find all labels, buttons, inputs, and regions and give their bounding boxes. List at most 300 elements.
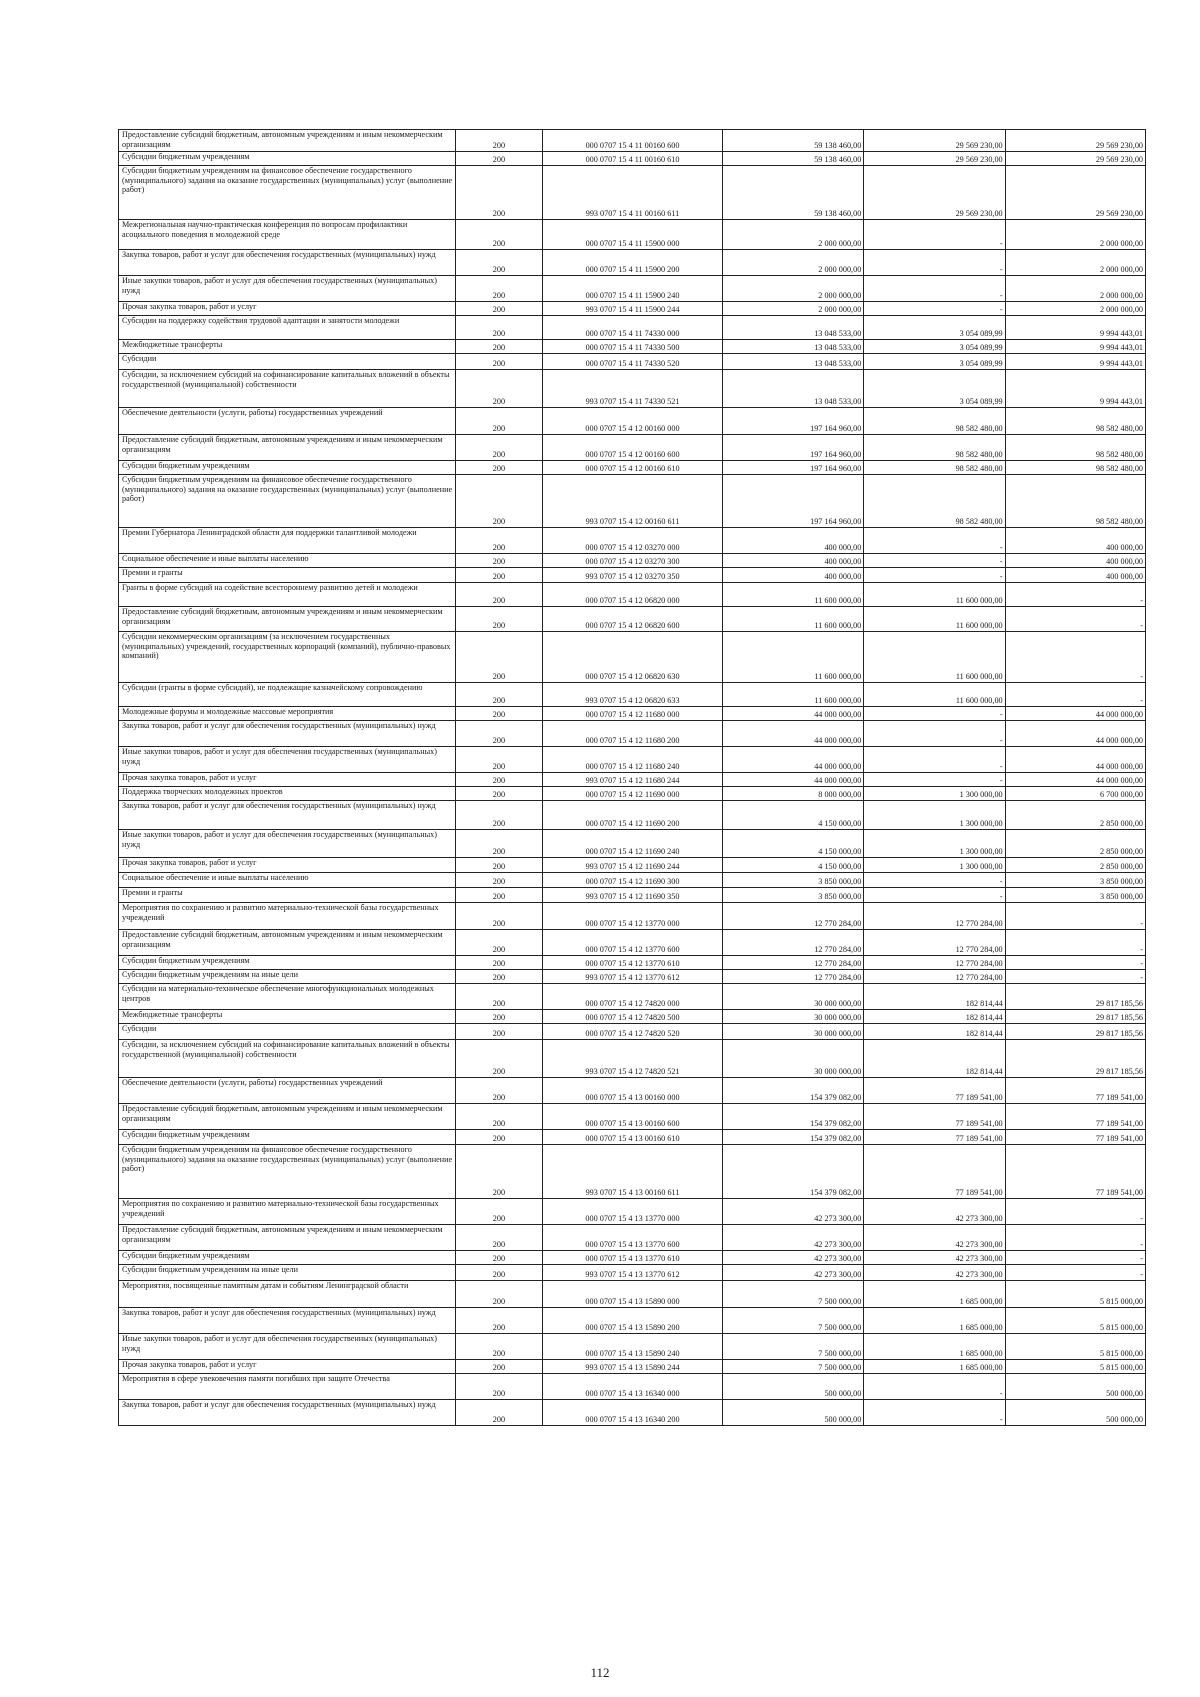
row-executed: 98 582 480,00 xyxy=(864,475,1005,528)
table-row xyxy=(119,316,1146,340)
row-code: 200 xyxy=(455,873,542,888)
row-approved: 7 500 000,00 xyxy=(722,1334,863,1360)
row-classification: 000 0707 15 4 12 11690 240 xyxy=(543,830,723,858)
row-classification: 000 0707 15 4 12 03270 300 xyxy=(543,554,723,568)
row-unexecuted: 29 817 185,56 xyxy=(1005,1040,1145,1078)
row-unexecuted: 3 850 000,00 xyxy=(1005,873,1145,888)
table-row xyxy=(119,568,1146,583)
row-approved: 8 000 000,00 xyxy=(722,787,863,801)
row-executed: 1 300 000,00 xyxy=(864,830,1005,858)
row-executed: 98 582 480,00 xyxy=(864,435,1005,461)
row-classification: 000 0707 15 4 13 13770 000 xyxy=(543,1199,723,1225)
row-code: 200 xyxy=(455,683,542,707)
row-name: Субсидии бюджетным учреждениям на иные цели xyxy=(119,970,456,984)
row-executed: - xyxy=(864,302,1005,316)
row-code: 200 xyxy=(455,930,542,956)
row-executed: 1 300 000,00 xyxy=(864,858,1005,873)
table-row xyxy=(119,1334,1146,1360)
table-row xyxy=(119,152,1146,166)
row-name: Субсидии xyxy=(119,1024,456,1040)
table-row xyxy=(119,1400,1146,1426)
row-classification: 000 0707 15 4 12 06820 000 xyxy=(543,583,723,607)
row-executed: - xyxy=(864,528,1005,554)
row-name: Иные закупки товаров, работ и услуг для обеспечения государственных (муниципальных) нужд xyxy=(119,830,456,858)
table-row xyxy=(119,1251,1146,1265)
row-approved: 154 379 082,00 xyxy=(722,1104,863,1130)
row-unexecuted: 2 000 000,00 xyxy=(1005,302,1145,316)
row-code: 200 xyxy=(455,970,542,984)
row-unexecuted: 5 815 000,00 xyxy=(1005,1334,1145,1360)
table-row xyxy=(119,340,1146,354)
row-approved: 400 000,00 xyxy=(722,528,863,554)
row-code: 200 xyxy=(455,1374,542,1400)
row-executed: - xyxy=(864,250,1005,276)
row-classification: 000 0707 15 4 11 00160 610 xyxy=(543,152,723,166)
row-name: Мероприятия по сохранению и развитию материально-технической базы государственных учреждений xyxy=(119,1199,456,1225)
row-classification: 000 0707 15 4 12 11680 240 xyxy=(543,747,723,773)
row-code: 200 xyxy=(455,554,542,568)
row-name: Субсидии бюджетным учреждениям xyxy=(119,956,456,970)
row-executed: 42 273 300,00 xyxy=(864,1199,1005,1225)
row-executed: 3 054 089,99 xyxy=(864,316,1005,340)
row-approved: 59 138 460,00 xyxy=(722,152,863,166)
row-approved: 42 273 300,00 xyxy=(722,1265,863,1281)
row-classification: 000 0707 15 4 11 74330 500 xyxy=(543,340,723,354)
row-name: Закупка товаров, работ и услуг для обеспечения государственных (муниципальных) нужд xyxy=(119,801,456,830)
row-approved: 500 000,00 xyxy=(722,1400,863,1426)
row-executed: 12 770 284,00 xyxy=(864,903,1005,930)
row-name: Субсидии бюджетным учреждениям на финансовое обеспечение государственного (муниципального) задания на оказание государственных (муниципальных) услуг (выполнение работ) xyxy=(119,475,456,528)
row-executed: 98 582 480,00 xyxy=(864,408,1005,435)
row-classification: 000 0707 15 4 11 74330 000 xyxy=(543,316,723,340)
row-classification: 000 0707 15 4 12 74820 000 xyxy=(543,984,723,1010)
table-row xyxy=(119,302,1146,316)
row-executed: 42 273 300,00 xyxy=(864,1251,1005,1265)
table-row xyxy=(119,830,1146,858)
table-row xyxy=(119,1040,1146,1078)
table-row xyxy=(119,721,1146,747)
row-classification: 000 0707 15 4 12 11690 200 xyxy=(543,801,723,830)
row-executed: - xyxy=(864,554,1005,568)
row-name: Предоставление субсидий бюджетным, автономным учреждениям и иным некоммерческим организациям xyxy=(119,1225,456,1251)
row-unexecuted: 5 815 000,00 xyxy=(1005,1281,1145,1308)
row-classification: 000 0707 15 4 12 06820 630 xyxy=(543,632,723,683)
row-classification: 000 0707 15 4 13 13770 610 xyxy=(543,1251,723,1265)
row-executed: 182 814,44 xyxy=(864,1040,1005,1078)
row-name: Мероприятия по сохранению и развитию материально-технической базы государственных учреждений xyxy=(119,903,456,930)
row-code: 200 xyxy=(455,435,542,461)
row-name: Субсидии на материально-техническое обеспечение многофункциональных молодежных центров xyxy=(119,984,456,1010)
table-row xyxy=(119,166,1146,220)
table-row xyxy=(119,956,1146,970)
row-approved: 12 770 284,00 xyxy=(722,930,863,956)
row-unexecuted: - xyxy=(1005,1265,1145,1281)
row-approved: 59 138 460,00 xyxy=(722,130,863,152)
row-name: Предоставление субсидий бюджетным, автономным учреждениям и иным некоммерческим организациям xyxy=(119,130,456,152)
row-unexecuted: 44 000 000,00 xyxy=(1005,773,1145,787)
row-classification: 000 0707 15 4 11 00160 600 xyxy=(543,130,723,152)
row-code: 200 xyxy=(455,1145,542,1199)
row-classification: 993 0707 15 4 13 00160 611 xyxy=(543,1145,723,1199)
row-unexecuted: - xyxy=(1005,583,1145,607)
row-code: 200 xyxy=(455,858,542,873)
row-classification: 000 0707 15 4 12 11690 000 xyxy=(543,787,723,801)
row-code: 200 xyxy=(455,583,542,607)
row-unexecuted: 2 850 000,00 xyxy=(1005,858,1145,873)
row-classification: 000 0707 15 4 13 16340 000 xyxy=(543,1374,723,1400)
row-unexecuted: - xyxy=(1005,903,1145,930)
row-approved: 13 048 533,00 xyxy=(722,370,863,408)
row-classification: 000 0707 15 4 12 74820 520 xyxy=(543,1024,723,1040)
row-classification: 993 0707 15 4 12 03270 350 xyxy=(543,568,723,583)
row-executed: 98 582 480,00 xyxy=(864,461,1005,475)
row-name: Предоставление субсидий бюджетным, автономным учреждениям и иным некоммерческим организациям xyxy=(119,607,456,632)
row-code: 200 xyxy=(455,707,542,721)
row-name: Премии Губернатора Ленинградской области для поддержки талантливой молодежи xyxy=(119,528,456,554)
row-code: 200 xyxy=(455,1281,542,1308)
row-executed: - xyxy=(864,773,1005,787)
table-row xyxy=(119,554,1146,568)
row-name: Межбюджетные трансферты xyxy=(119,1010,456,1024)
row-approved: 3 850 000,00 xyxy=(722,888,863,903)
row-name: Субсидии (гранты в форме субсидий), не подлежащие казначейскому сопровождению xyxy=(119,683,456,707)
row-approved: 197 164 960,00 xyxy=(722,435,863,461)
row-classification: 000 0707 15 4 12 11690 300 xyxy=(543,873,723,888)
table-row xyxy=(119,607,1146,632)
row-name: Прочая закупка товаров, работ и услуг xyxy=(119,1360,456,1374)
row-name: Мероприятия в сфере увековечения памяти погибших при защите Отечества xyxy=(119,1374,456,1400)
row-approved: 42 273 300,00 xyxy=(722,1251,863,1265)
row-code: 200 xyxy=(455,166,542,220)
row-code: 200 xyxy=(455,1010,542,1024)
row-executed: - xyxy=(864,568,1005,583)
row-executed: 1 685 000,00 xyxy=(864,1308,1005,1334)
table-row xyxy=(119,220,1146,250)
row-unexecuted: - xyxy=(1005,607,1145,632)
table-row xyxy=(119,632,1146,683)
table-row xyxy=(119,528,1146,554)
row-executed: 29 569 230,00 xyxy=(864,152,1005,166)
table-row xyxy=(119,475,1146,528)
row-executed: 12 770 284,00 xyxy=(864,970,1005,984)
page-number: 112 xyxy=(590,1665,610,1680)
row-unexecuted: 9 994 443,01 xyxy=(1005,370,1145,408)
row-code: 200 xyxy=(455,461,542,475)
row-classification: 993 0707 15 4 11 74330 521 xyxy=(543,370,723,408)
row-name: Межбюджетные трансферты xyxy=(119,340,456,354)
row-code: 200 xyxy=(455,1104,542,1130)
row-unexecuted: 44 000 000,00 xyxy=(1005,747,1145,773)
row-code: 200 xyxy=(455,1199,542,1225)
row-unexecuted: 400 000,00 xyxy=(1005,568,1145,583)
row-approved: 197 164 960,00 xyxy=(722,475,863,528)
row-code: 200 xyxy=(455,830,542,858)
row-executed: - xyxy=(864,721,1005,747)
row-name: Закупка товаров, работ и услуг для обеспечения государственных (муниципальных) нужд xyxy=(119,250,456,276)
row-unexecuted: 3 850 000,00 xyxy=(1005,888,1145,903)
row-approved: 30 000 000,00 xyxy=(722,1040,863,1078)
row-name: Предоставление субсидий бюджетным, автономным учреждениям и иным некоммерческим организациям xyxy=(119,435,456,461)
table-row xyxy=(119,276,1146,302)
row-classification: 000 0707 15 4 12 13770 000 xyxy=(543,903,723,930)
row-approved: 44 000 000,00 xyxy=(722,747,863,773)
row-code: 200 xyxy=(455,773,542,787)
row-executed: 11 600 000,00 xyxy=(864,683,1005,707)
row-unexecuted: 77 189 541,00 xyxy=(1005,1145,1145,1199)
row-approved: 500 000,00 xyxy=(722,1374,863,1400)
row-code: 200 xyxy=(455,220,542,250)
row-classification: 000 0707 15 4 12 13770 600 xyxy=(543,930,723,956)
row-code: 200 xyxy=(455,747,542,773)
row-unexecuted: 44 000 000,00 xyxy=(1005,707,1145,721)
table-row xyxy=(119,903,1146,930)
row-unexecuted: - xyxy=(1005,956,1145,970)
row-approved: 13 048 533,00 xyxy=(722,316,863,340)
row-executed: 42 273 300,00 xyxy=(864,1225,1005,1251)
table-row xyxy=(119,1010,1146,1024)
row-approved: 197 164 960,00 xyxy=(722,408,863,435)
row-name: Иные закупки товаров, работ и услуг для обеспечения государственных (муниципальных) нужд xyxy=(119,747,456,773)
row-classification: 993 0707 15 4 12 11690 350 xyxy=(543,888,723,903)
row-classification: 993 0707 15 4 12 13770 612 xyxy=(543,970,723,984)
row-name: Социальное обеспечение и иные выплаты населению xyxy=(119,873,456,888)
row-classification: 000 0707 15 4 12 11680 000 xyxy=(543,707,723,721)
row-name: Межрегиональная научно-практическая конференция по вопросам профилактики асоциального поведения в молодежной среде xyxy=(119,220,456,250)
table-row xyxy=(119,1199,1146,1225)
row-classification: 000 0707 15 4 12 11680 200 xyxy=(543,721,723,747)
row-executed: - xyxy=(864,888,1005,903)
row-classification: 000 0707 15 4 12 06820 600 xyxy=(543,607,723,632)
row-executed: 1 685 000,00 xyxy=(864,1334,1005,1360)
row-name: Субсидии xyxy=(119,354,456,370)
row-unexecuted: 5 815 000,00 xyxy=(1005,1360,1145,1374)
table-row xyxy=(119,1265,1146,1281)
row-unexecuted: 2 850 000,00 xyxy=(1005,830,1145,858)
row-unexecuted: 29 817 185,56 xyxy=(1005,1024,1145,1040)
row-approved: 13 048 533,00 xyxy=(722,340,863,354)
table-row xyxy=(119,1145,1146,1199)
row-classification: 000 0707 15 4 13 15890 240 xyxy=(543,1334,723,1360)
row-name: Прочая закупка товаров, работ и услуг xyxy=(119,773,456,787)
table-row xyxy=(119,930,1146,956)
row-unexecuted: 400 000,00 xyxy=(1005,554,1145,568)
row-unexecuted: 44 000 000,00 xyxy=(1005,721,1145,747)
row-executed: 11 600 000,00 xyxy=(864,583,1005,607)
table-row xyxy=(119,370,1146,408)
row-executed: - xyxy=(864,747,1005,773)
table-row xyxy=(119,984,1146,1010)
row-name: Прочая закупка товаров, работ и услуг xyxy=(119,858,456,873)
table-row xyxy=(119,773,1146,787)
table-row xyxy=(119,707,1146,721)
row-classification: 993 0707 15 4 12 74820 521 xyxy=(543,1040,723,1078)
table-row xyxy=(119,435,1146,461)
row-code: 200 xyxy=(455,787,542,801)
row-executed: 77 189 541,00 xyxy=(864,1130,1005,1145)
row-code: 200 xyxy=(455,1400,542,1426)
table-row xyxy=(119,873,1146,888)
row-approved: 154 379 082,00 xyxy=(722,1130,863,1145)
row-classification: 993 0707 15 4 12 00160 611 xyxy=(543,475,723,528)
row-classification: 000 0707 15 4 11 74330 520 xyxy=(543,354,723,370)
row-executed: 3 054 089,99 xyxy=(864,354,1005,370)
row-unexecuted: - xyxy=(1005,1225,1145,1251)
row-approved: 4 150 000,00 xyxy=(722,801,863,830)
row-classification: 000 0707 15 4 12 13770 610 xyxy=(543,956,723,970)
row-classification: 000 0707 15 4 13 00160 610 xyxy=(543,1130,723,1145)
row-approved: 30 000 000,00 xyxy=(722,1024,863,1040)
row-classification: 000 0707 15 4 12 74820 500 xyxy=(543,1010,723,1024)
row-executed: 77 189 541,00 xyxy=(864,1078,1005,1104)
row-code: 200 xyxy=(455,888,542,903)
row-executed: 182 814,44 xyxy=(864,1010,1005,1024)
row-executed: 1 685 000,00 xyxy=(864,1360,1005,1374)
row-name: Обеспечение деятельности (услуги, работы) государственных учреждений xyxy=(119,1078,456,1104)
row-code: 200 xyxy=(455,568,542,583)
table-row xyxy=(119,888,1146,903)
row-classification: 000 0707 15 4 11 15900 000 xyxy=(543,220,723,250)
row-unexecuted: - xyxy=(1005,683,1145,707)
row-unexecuted: 2 000 000,00 xyxy=(1005,220,1145,250)
row-approved: 154 379 082,00 xyxy=(722,1145,863,1199)
row-code: 200 xyxy=(455,1040,542,1078)
row-approved: 7 500 000,00 xyxy=(722,1308,863,1334)
row-name: Гранты в форме субсидий на содействие всестороннему развитию детей и молодежи xyxy=(119,583,456,607)
row-approved: 3 850 000,00 xyxy=(722,873,863,888)
row-executed: 11 600 000,00 xyxy=(864,632,1005,683)
row-approved: 7 500 000,00 xyxy=(722,1281,863,1308)
row-classification: 993 0707 15 4 12 11680 244 xyxy=(543,773,723,787)
row-classification: 000 0707 15 4 11 15900 240 xyxy=(543,276,723,302)
row-classification: 993 0707 15 4 11 00160 611 xyxy=(543,166,723,220)
row-name: Предоставление субсидий бюджетным, автономным учреждениям и иным некоммерческим организациям xyxy=(119,1104,456,1130)
row-classification: 000 0707 15 4 13 16340 200 xyxy=(543,1400,723,1426)
row-classification: 000 0707 15 4 12 00160 600 xyxy=(543,435,723,461)
row-executed: - xyxy=(864,220,1005,250)
row-unexecuted: - xyxy=(1005,1199,1145,1225)
row-unexecuted: 29 817 185,56 xyxy=(1005,1010,1145,1024)
row-approved: 4 150 000,00 xyxy=(722,858,863,873)
table-row xyxy=(119,1360,1146,1374)
table-row xyxy=(119,1374,1146,1400)
row-approved: 400 000,00 xyxy=(722,554,863,568)
row-unexecuted: 98 582 480,00 xyxy=(1005,475,1145,528)
row-code: 200 xyxy=(455,1024,542,1040)
row-approved: 2 000 000,00 xyxy=(722,276,863,302)
budget-table-body xyxy=(119,130,1146,1426)
row-unexecuted: 77 189 541,00 xyxy=(1005,1130,1145,1145)
row-code: 200 xyxy=(455,475,542,528)
row-approved: 11 600 000,00 xyxy=(722,632,863,683)
table-row xyxy=(119,1130,1146,1145)
row-approved: 30 000 000,00 xyxy=(722,984,863,1010)
row-name: Иные закупки товаров, работ и услуг для обеспечения государственных (муниципальных) нужд xyxy=(119,1334,456,1360)
row-code: 200 xyxy=(455,1130,542,1145)
row-code: 200 xyxy=(455,607,542,632)
row-approved: 197 164 960,00 xyxy=(722,461,863,475)
row-code: 200 xyxy=(455,903,542,930)
table-row xyxy=(119,1225,1146,1251)
row-executed: 3 054 089,99 xyxy=(864,340,1005,354)
row-classification: 000 0707 15 4 12 00160 000 xyxy=(543,408,723,435)
row-name: Социальное обеспечение и иные выплаты населению xyxy=(119,554,456,568)
row-name: Субсидии, за исключением субсидий на софинансирование капитальных вложений в объекты государственной (муниципальной) собственности xyxy=(119,1040,456,1078)
row-executed: - xyxy=(864,276,1005,302)
row-approved: 2 000 000,00 xyxy=(722,250,863,276)
row-code: 200 xyxy=(455,316,542,340)
row-name: Закупка товаров, работ и услуг для обеспечения государственных (муниципальных) нужд xyxy=(119,1308,456,1334)
row-approved: 44 000 000,00 xyxy=(722,707,863,721)
row-executed: 42 273 300,00 xyxy=(864,1265,1005,1281)
row-name: Субсидии бюджетным учреждениям xyxy=(119,461,456,475)
row-unexecuted: - xyxy=(1005,930,1145,956)
row-code: 200 xyxy=(455,130,542,152)
table-row xyxy=(119,683,1146,707)
row-approved: 11 600 000,00 xyxy=(722,583,863,607)
row-approved: 11 600 000,00 xyxy=(722,607,863,632)
row-unexecuted: 400 000,00 xyxy=(1005,528,1145,554)
row-unexecuted: - xyxy=(1005,1251,1145,1265)
row-unexecuted: 98 582 480,00 xyxy=(1005,435,1145,461)
row-name: Субсидии бюджетным учреждениям на финансовое обеспечение государственного (муниципального) задания на оказание государственных (муниципальных) услуг (выполнение работ) xyxy=(119,1145,456,1199)
budget-table xyxy=(118,129,1146,1426)
row-code: 200 xyxy=(455,276,542,302)
row-unexecuted: 2 850 000,00 xyxy=(1005,801,1145,830)
row-name: Субсидии бюджетным учреждениям на финансовое обеспечение государственного (муниципального) задания на оказание государственных (муниципальных) услуг (выполнение работ) xyxy=(119,166,456,220)
row-unexecuted: 9 994 443,01 xyxy=(1005,340,1145,354)
row-approved: 12 770 284,00 xyxy=(722,970,863,984)
row-classification: 000 0707 15 4 13 00160 000 xyxy=(543,1078,723,1104)
row-code: 200 xyxy=(455,1251,542,1265)
row-approved: 7 500 000,00 xyxy=(722,1360,863,1374)
row-name: Субсидии, за исключением субсидий на софинансирование капитальных вложений в объекты государственной (муниципальной) собственности xyxy=(119,370,456,408)
row-code: 200 xyxy=(455,1078,542,1104)
row-approved: 44 000 000,00 xyxy=(722,773,863,787)
row-classification: 000 0707 15 4 12 00160 610 xyxy=(543,461,723,475)
row-code: 200 xyxy=(455,1225,542,1251)
row-unexecuted: 9 994 443,01 xyxy=(1005,354,1145,370)
row-executed: 1 300 000,00 xyxy=(864,787,1005,801)
row-approved: 400 000,00 xyxy=(722,568,863,583)
row-approved: 154 379 082,00 xyxy=(722,1078,863,1104)
row-executed: 11 600 000,00 xyxy=(864,607,1005,632)
row-code: 200 xyxy=(455,370,542,408)
table-row xyxy=(119,250,1146,276)
table-row xyxy=(119,1308,1146,1334)
row-executed: - xyxy=(864,707,1005,721)
row-unexecuted: 500 000,00 xyxy=(1005,1400,1145,1426)
row-unexecuted: 500 000,00 xyxy=(1005,1374,1145,1400)
row-unexecuted: 98 582 480,00 xyxy=(1005,461,1145,475)
table-row xyxy=(119,1104,1146,1130)
row-unexecuted: 2 000 000,00 xyxy=(1005,250,1145,276)
row-name: Субсидии на поддержку содействия трудовой адаптации и занятости молодежи xyxy=(119,316,456,340)
row-approved: 13 048 533,00 xyxy=(722,354,863,370)
table-row xyxy=(119,747,1146,773)
row-name: Обеспечение деятельности (услуги, работы) государственных учреждений xyxy=(119,408,456,435)
row-unexecuted: 77 189 541,00 xyxy=(1005,1104,1145,1130)
row-classification: 000 0707 15 4 13 15890 000 xyxy=(543,1281,723,1308)
row-name: Поддержка творческих молодежных проектов xyxy=(119,787,456,801)
row-unexecuted: - xyxy=(1005,632,1145,683)
row-name: Молодежные форумы и молодежные массовые мероприятия xyxy=(119,707,456,721)
row-executed: - xyxy=(864,1400,1005,1426)
row-approved: 12 770 284,00 xyxy=(722,903,863,930)
table-row xyxy=(119,1024,1146,1040)
row-code: 200 xyxy=(455,801,542,830)
table-row xyxy=(119,1281,1146,1308)
row-name: Субсидии бюджетным учреждениям xyxy=(119,1130,456,1145)
